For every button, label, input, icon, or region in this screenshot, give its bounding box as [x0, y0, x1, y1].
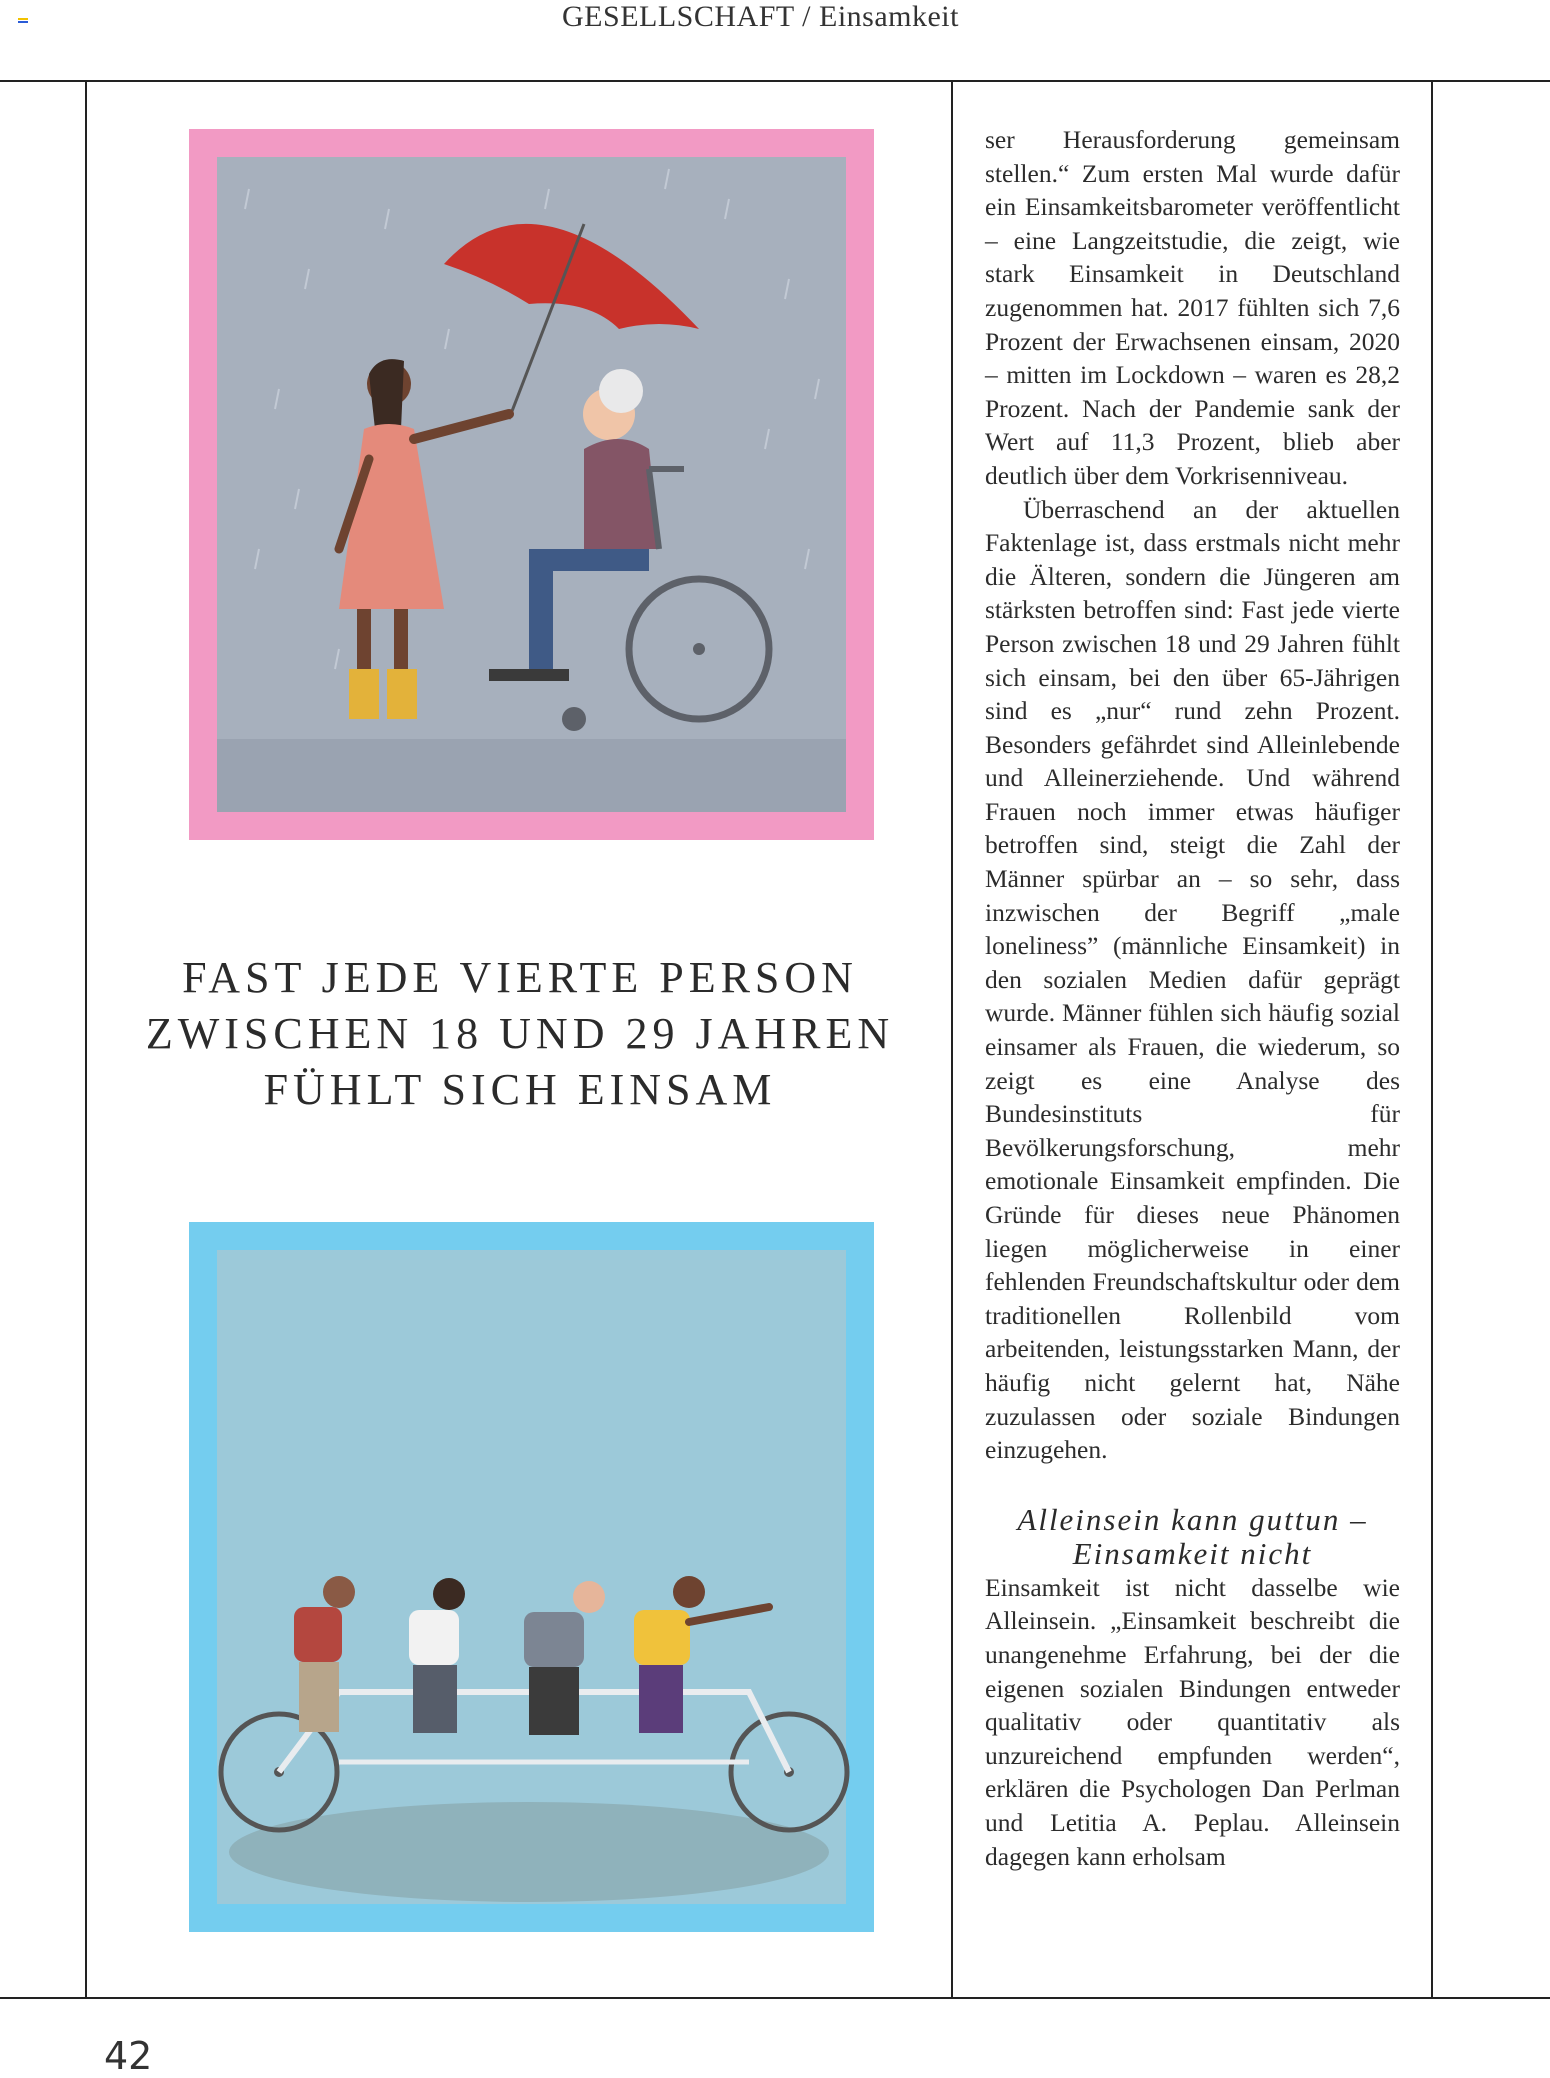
column-rule-right — [1431, 80, 1433, 1998]
subheading-line: Einsamkeit nicht — [1072, 1535, 1313, 1571]
pull-quote-line: ZWISCHEN 18 UND 29 JAHREN — [145, 1009, 895, 1058]
subheading — [985, 1503, 1400, 1571]
article-column — [985, 123, 1400, 1873]
rain-illustration — [189, 129, 874, 840]
pull-quote-line: FÜHLT SICH EINSAM — [263, 1065, 777, 1114]
subheading-line: Alleinsein kann guttun – — [1017, 1501, 1368, 1537]
column-rule-left — [85, 80, 87, 1998]
pull-quote-line: FAST JEDE VIERTE PERSON — [182, 953, 858, 1002]
pull-quote — [140, 950, 900, 1118]
tandem-illustration — [189, 1222, 874, 1932]
page-number: 42 — [104, 2034, 153, 2078]
header-rule — [0, 80, 1550, 82]
body-paragraph: Einsamkeit ist nicht dasselbe wie Alleinsein. „Einsamkeit beschreibt die unangenehme Erfahrung, bei der die eigenen sozialen Bindungen entweder qualitativ oder quantitativ als unzureichend empfunden werden“, erklären die Psychologen Dan Perlman und Letitia A. Peplau. Alleinsein dagegen kann erholsam — [985, 1572, 1400, 1871]
running-head: GESELLSCHAFT / Einsamkeit — [562, 0, 959, 33]
column-rule-middle — [951, 80, 953, 1998]
body-paragraph: Überraschend an der aktuellen Faktenlage ist, dass erstmals nicht mehr die Älteren, sondern die Jüngeren am stärksten betroffen sind: Fast jede vierte Person zwischen 18 und 29 Jahren fühlt sich einsam, bei den über 65-Jährigen sind es „nur“ rund zehn Prozent. Besonders gefährdet sind Alleinlebende und Alleinerziehende. Und während Frauen noch immer etwas häufiger betroffen sind, steigt die Zahl der Männer spürbar an – so sehr, dass inzwischen der Begriff „male loneliness” (männliche Einsamkeit) in den sozialen Medien dafür geprägt wurde. Männer fühlen sich häufig sozial einsamer als Frauen, die wiederum, so zeigt es eine Analyse des Bundesinstituts für Bevölkerungsforschung, mehr emotionale Einsamkeit empfinden. Die Gründe für dieses neue Phänomen liegen möglicherweise in einer fehlenden Freundschaftskultur oder dem traditionellen Rollenbild vom arbeitenden, leistungsstarken Mann, der häufig nicht gelernt hat, Nähe zuzulassen oder soziale Bindungen einzugehen. — [985, 494, 1400, 1465]
body-paragraph: ser Herausforderung gemeinsam stellen.“ Zum ersten Mal wurde dafür ein Einsamkeitsbarometer veröffentlicht – eine Langzeitstudie, die zeigt, wie stark Einsamkeit in Deutschland zugenommen hat. 2017 fühlten sich 7,6 Prozent der Erwachsenen einsam, 2020 – mitten im Lockdown – waren es 28,2 Prozent. Nach der Pandemie sank der Wert auf 11,3 Prozent, blieb aber deutlich über dem Vorkrisenniveau. — [985, 125, 1400, 490]
footer-rule — [0, 1997, 1550, 1999]
